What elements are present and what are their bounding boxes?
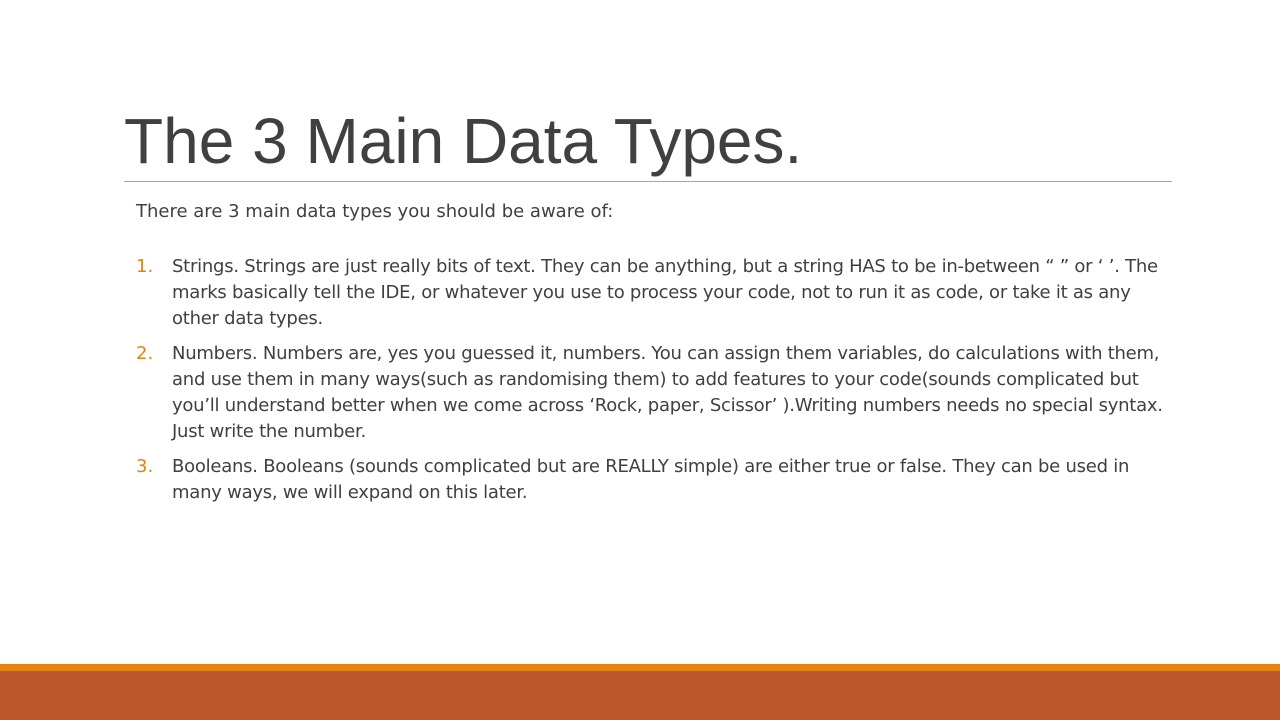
list-number: 3. [136,456,154,477]
footer-accent-stripe [0,664,1280,671]
slide-title: The 3 Main Data Types. [124,105,803,177]
list-item-text: Strings. Strings are just really bits of text. They can be anything, but a string HAS to be in-between “ ” or ‘ ’. The marks basically tell the IDE, or whatever you use to process your code, not to run it as code, or take it as any other data types. [172,256,1158,329]
list-item-text: Booleans. Booleans (sounds complicated but are REALLY simple) are either true or false. They can be used in many ways, we will expand on this later. [172,456,1130,503]
list-number: 2. [136,343,154,364]
list-item-numbers [136,341,1166,445]
footer-bar [0,664,1280,720]
intro-text: There are 3 main data types you should be aware of: [136,201,614,222]
list-item-strings [136,254,1166,332]
list-item-booleans [136,454,1166,506]
list-item-text: Numbers. Numbers are, yes you guessed it, numbers. You can assign them variables, do calculations with them, and use them in many ways(such as randomising them) to add features to your code(sounds complicated but you’ll understand better when we come across ‘Rock, paper, Scissor’ ).Writing numbers needs no special syntax. Just write the number. [172,343,1163,442]
title-divider [124,181,1172,182]
slide-content [136,199,1166,515]
list-number: 1. [136,256,154,277]
data-type-list [136,254,1166,506]
